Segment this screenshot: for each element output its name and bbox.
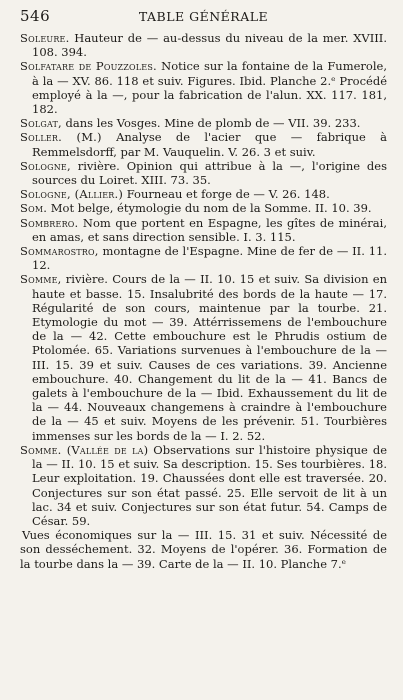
page-header: [20, 7, 387, 27]
entry-heading: Sologne, (Allier.): [20, 187, 124, 202]
index-entry: [20, 116, 387, 130]
entry-heading: Som.: [20, 201, 48, 216]
page-number: 546: [20, 7, 51, 25]
entry-heading: Solfatare de Pouzzoles.: [20, 59, 157, 74]
entry-text: Notice sur la fontaine de la Fumerole, à la — XV. 86. 118 et suiv. Figures. Ibid. Planche 2.ᵉ Procédé employé à la —, pour la fabrication de l'alun. XX. 117. 181, 182.: [32, 59, 387, 117]
entry-heading: Sombrero.: [20, 215, 79, 230]
entry-text: Mot belge, étymologie du nom de la Somme. II. 10. 39.: [47, 201, 372, 216]
index-entry: [20, 244, 387, 272]
index-entry: [20, 31, 387, 59]
entry-heading: Soller. (M.): [20, 130, 102, 145]
index-entry: [20, 201, 387, 215]
entry-heading: Sommarostro,: [20, 244, 99, 259]
entry-text: Fourneau et forge de — V. 26. 148.: [123, 187, 330, 202]
entry-heading: Solgat,: [20, 116, 62, 131]
index-entries: [20, 31, 387, 571]
entry-heading: Sologne,: [20, 158, 71, 173]
index-entry: [20, 216, 387, 244]
running-title: TABLE GÉNÉRALE: [138, 9, 269, 24]
entry-text: Vues économiques sur la — III. 15. 31 et suiv. Nécessité de son desséchement. 32. Moyens de l'opérer. 36. Formation de la tourbe dans la — 39. Carte de la — II. 10. Planche 7.ᵉ: [20, 528, 387, 571]
entry-heading: Soleure.: [20, 31, 70, 45]
entry-text: rivière. Opinion qui attribue à la —, l'origine des sources du Loiret. XIII. 73. 35.: [32, 158, 387, 188]
entry-text: Observations sur l'histoire physique de la — II. 10. 15 et suiv. Sa description. 15. Ses tourbières. 18. Leur exploitation. 19. Chaussées dont elle est traversée. 20. Conjectures sur son état passé. 25. Elle servoit de lit à un lac. 34 et suiv. Conjectures sur son état futur. 54. Camps de César. 59.: [32, 442, 387, 528]
entry-text: montagne de l'Espagne. Mine de fer de — II. 11. 12.: [32, 244, 387, 273]
entry-text: rivière. Cours de la — II. 10. 15 et suiv. Sa division en haute et basse. 15. Insalubrité des bords de la haute — 17. Régularité de son cours, maintenue par la tourbe. 21. Etymologie du mot — 39. Attérrissemens de l'embouchure de la — 42. Cette embouchure est le Phrudis ostium de Ptolomée. 65. Variations survenues à l'embouchure de la — III. 15. 39 et suiv. Causes de ces variations. 39. Ancienne embouchure. 40. Changement du lit de la — 41. Bancs de galets à l'embouchure de la — Ibid. Exhaussement du lit de la — 44. Nouveaux changemens à craindre à l'embouchure de la — 45 et suiv. Moyens de les prévenir. 51. Tourbières immenses sur les bords de la — I. 2. 52.: [32, 272, 387, 443]
index-entry-continuation: [20, 528, 387, 571]
entry-heading: Somme. (Vallée de la): [20, 442, 149, 457]
index-entry: [20, 272, 387, 442]
index-entry: [20, 187, 387, 201]
index-entry: [20, 159, 387, 187]
entry-text: Nom que portent en Espagne, les gîtes de minérai, en amas, et sans direction sensible. I. 3. 115.: [32, 215, 387, 244]
entry-text: Analyse de l'acier que — fabrique à Remmelsdorff, par M. Vauquelin. V. 26. 3 et suiv.: [32, 130, 387, 159]
index-entry: [20, 130, 387, 158]
index-entry: [20, 59, 387, 116]
entry-heading: Somme,: [20, 272, 62, 287]
index-entry: [20, 443, 387, 528]
entry-text: dans les Vosges. Mine de plomb de — VII. 39. 233.: [61, 116, 361, 131]
entry-text: Hauteur de — au-dessus du niveau de la mer. XVIII. 108. 394.: [32, 31, 387, 60]
